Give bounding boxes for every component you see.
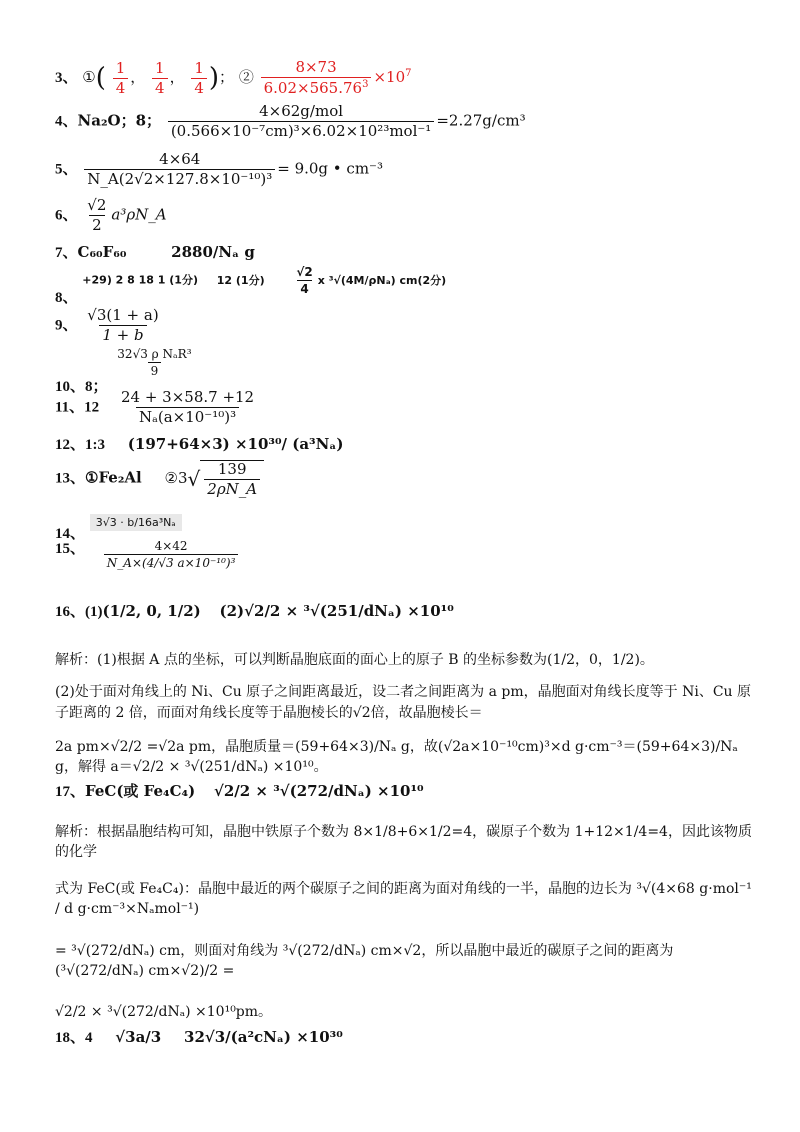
expression: √2/2 × ³√(272/dNₐ) ×10¹⁰ (213, 782, 424, 800)
item-number: 12、1:3 (55, 437, 105, 453)
answer-12 (55, 437, 343, 453)
part-two: (2) (219, 602, 245, 620)
expression: √2/2 × ³√(251/dNₐ) ×10¹⁰ (244, 602, 454, 620)
handwritten-coordination: 12 (1分) (216, 273, 265, 287)
answer-3: 3、 ①( $\frac{1}{4}$ ， $\frac{1}{4}$ ， $\frac{1}{4}$ )； ② $\frac{8\times 73}{6.02\times 565.76^3}$ $\times 10^7$ (55, 58, 412, 97)
expression-two: 32√3/(a²cNₐ) ×10³⁰ (184, 1028, 343, 1046)
item-number: 18、4 (55, 1030, 93, 1046)
answer-11 (55, 390, 259, 425)
item-number: 6、 (55, 207, 78, 224)
answer-17 (55, 784, 424, 800)
analysis-16-p3: 2a pm×√2/2 =√2a pm，晶胞质量＝(59+64×3)/Nₐ g，故(√2a×10⁻¹⁰cm)³×d g·cm⁻³＝(59+64×3)/Nₐ g，解得 a＝√2/2 × ³√(251/dNₐ) ×10¹⁰。 (55, 738, 738, 776)
times-ten: ×10 (373, 68, 406, 86)
fraction-quarter: $\frac{1}{4}$ (113, 61, 129, 96)
sqrt2-over-2: $\frac{√2}{2}$ (87, 196, 107, 234)
formula: FeC(或 Fe₄C₄) (85, 782, 196, 800)
density-formula: $\frac{4\times 64}{\text{N\_A(2√2×127.8×10⁻¹⁰)³}}$ (84, 152, 275, 187)
highlighted-answer: 3√3 · b/16a³Nₐ (90, 514, 182, 531)
exponent: 7 (405, 68, 412, 79)
item-number: 8、 (55, 289, 78, 306)
density-formula: $\frac{4\times 42}{\text{N\_A×(4/√3 a×10⁻¹⁰)³}}$ (104, 540, 239, 569)
part-two: ②3 (164, 468, 188, 487)
item-number: 17、 (55, 784, 86, 800)
expression-tail: a³ρN_A (111, 205, 167, 224)
answer-14 (55, 514, 182, 542)
density-formula: $\frac{\text{4×62g/mol}}{\text{(0.566×10⁻⁷cm)³×6.02×10²³mol⁻¹}}$ (168, 104, 435, 139)
item-number: 5、 (55, 161, 78, 178)
handwritten-atom-structure: +29) 2 8 18 1 (1分) (82, 273, 198, 287)
answer-10 (55, 347, 197, 395)
cube-root: √ $\frac{139}{2\rho N\_A}$ (188, 460, 265, 497)
item-number: 14、 (55, 526, 86, 542)
answer-16 (55, 604, 454, 620)
item-number: 10、8； (55, 378, 108, 395)
value: 2880/Nₐ g (171, 243, 255, 261)
circle-one: ① (82, 68, 96, 86)
answer-18 (55, 1030, 343, 1046)
answer-9 (55, 308, 164, 343)
fraction-quarter: $\frac{1}{4}$ (152, 61, 168, 96)
item-number: 13、 (55, 470, 86, 487)
answer-13 (55, 460, 264, 497)
item-number: 4、 (55, 113, 78, 130)
expression: (197+64×3) ×10³⁰/ (a³Nₐ) (127, 435, 344, 453)
expression-one: √3a/3 (115, 1028, 162, 1046)
circle-two: ② (238, 68, 254, 86)
result: =2.27g/cm³ (436, 111, 526, 130)
analysis-17-p4: √2/2 × ³√(272/dNₐ) ×10¹⁰pm。 (55, 1003, 273, 1020)
analysis-17-p2: 式为 FeC(或 Fe₄C₄)：晶胞中最近的两个碳原子之间的距离为面对角线的一半，晶胞的边长为 ³√(4×68 g·mol⁻¹ / d g·cm⁻³×Nₐmol⁻¹) (55, 880, 752, 917)
density-formula: $\frac{24 + 3\times 58.7 +12}{\text{Nₐ(a×10⁻¹⁰)³}}$ (120, 388, 255, 426)
part-one: ①Fe₂Al (85, 468, 142, 487)
analysis-16-p1: 解析：(1)根据 A 点的坐标，可以判断晶胞底面的面心上的原子 B 的坐标参数为(1/2，0，1/2)。 (55, 652, 654, 668)
answer-label: Na₂O；8； (77, 111, 162, 130)
result: = 9.0g • cm⁻³ (277, 159, 383, 178)
formula: C₆₀F₆₀ (77, 243, 127, 261)
item-number: 15、 (55, 540, 86, 557)
answer-15 (55, 540, 240, 569)
item-number: 9、 (55, 317, 78, 334)
analysis-16 (55, 650, 755, 777)
fraction: $\frac{\text{32√3 ρ NₐR³}}{9}$ (117, 347, 192, 378)
answer-6 (55, 198, 167, 233)
answer-4 (55, 104, 526, 139)
coordinate: (1/2, 0, 1/2) (102, 602, 201, 620)
item-number: 11、12 (55, 399, 100, 416)
handwritten-distance: $\frac{√2}{4}$ x ³√(4M/ρNₐ) cm(2分) (296, 265, 447, 296)
analysis-16-p2: (2)处于面对角线上的 Ni、Cu 原子之间距离最近，设二者之间距离为 a pm，晶胞面对角线长度等于 Ni、Cu 原子距离的 2 倍，而面对角线长度等于晶胞棱长的√2倍，故晶胞棱长＝ (55, 684, 752, 721)
fraction: $\frac{√3(1 + a)}{1 + b}$ (87, 306, 159, 344)
item-number: 3、 (55, 70, 78, 86)
item-number: 16、(1) (55, 604, 103, 620)
analysis-17-p3: = ³√(272/dNₐ) cm，则面对角线为 ³√(272/dNₐ) cm×√2，所以晶胞中最近的碳原子之间的距离为 (³√(272/dNₐ) cm×√2)/2 = (55, 943, 674, 980)
density-formula: $\frac{8\times 73}{6.02\times 565.76^3}$ (261, 60, 372, 96)
answer-7 (55, 245, 255, 261)
fraction-quarter: $\frac{1}{4}$ (191, 61, 207, 96)
answer-5 (55, 152, 383, 187)
answer-8 (55, 265, 447, 306)
analysis-17-p1: 解析：根据晶胞结构可知，晶胞中铁原子个数为 8×1/8+6×1/2=4，碳原子个数为 1+12×1/4=4，因此该物质的化学 (55, 824, 752, 861)
analysis-17 (55, 822, 755, 1022)
item-number: 7、 (55, 245, 78, 261)
